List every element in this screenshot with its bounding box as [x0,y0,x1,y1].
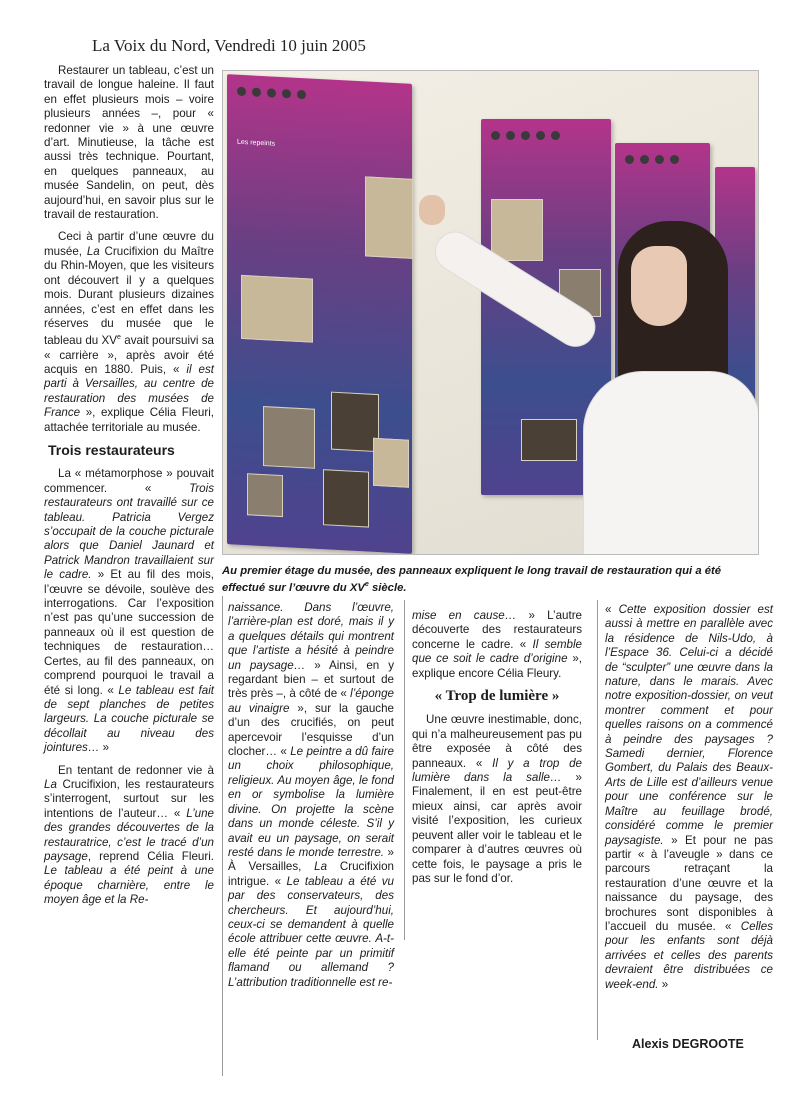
paragraph: En tentant de redonner vie à La Crucifixion, les restaurateurs s’interrogent, surtout sur les intentions de l’auteur… « L’une des grandes découvertes de la restauratrice, c’est le tracé d’un paysage, reprend Célia Fleuri. Le tableau a été peint à une époque charnière, entre le moyen âge et la Re- [44,763,214,907]
photo-caption: Au premier étage du musée, des panneaux expliquent le long travail de restauration qui a été effectué sur l’œuvre du XVe siècle. [222,565,722,594]
byline: Alexis DEGROOTE [632,1037,744,1051]
subheading-trois-restaurateurs: Trois restaurateurs [48,442,175,459]
paragraph: Ceci à partir d’une œuvre du musée, La Crucifixion du Maître du Rhin-Moyen, que les visiteurs ont découvert il y a quelques mois. Durant plusieurs dizaines années, c’est en effet dans les réserves du musée que le tableau du XVe avait poursuivi sa « carrière », après avoir été acquis en 1880. Puis, « il est parti à Versailles, au centre de restauration des musées de France », explique Célia Fleuri, attachée territoriale au musée. [44,230,215,434]
exhibition-photo [222,70,759,555]
column-divider [597,600,598,1040]
panel-title: Les repeints [237,138,276,148]
paragraph: Restaurer un tableau, c’est un travail de longue haleine. Il faut en effet plusieurs mois – voire plusieurs années –, pour « redonner vie » à une œuvre d’art. Minutieuse, la tâche est aussi très technique. Pourtant, en quelques panneaux, au musée Sandelin, on peut, dès aujourd’hui, en savoir plus sur le travail de restauration. [44,64,214,222]
paragraph: naissance. Dans l’œuvre, l’arrière-plan est doré, mais il y a quelques détails qui montrent que l’artiste a hésité à peindre un paysage… » Ainsi, en y regardant bien – et surtout de très près –, à côté de « l’éponge au vinaigre », sur la gauche d’un des crucifiés, on peut apercevoir l’esquisse d’un clocher… « Le peintre a dû faire un choix philosophique, religieux. Au moyen âge, le fond en or symbolise la lumière divine. On projette la scène dans un monde céleste. S’il y avait eu un paysage, on serait resté dans le monde terrestre. » À Versailles, La Crucifixion intrigue. « Le tableau a été vu par des conservateurs, des chercheurs. Et aujourd’hui, ceux-ci se demandent à quelle école attribuer cette œuvre. A-t-elle été peinte par un primitif flamand ou allemand ? L’attribution traditionnelle est re- [228,601,394,989]
article-column-1 [44,64,214,908]
paragraph: « Cette exposition dossier est aussi à mettre en parallèle avec la résidence de Nils-Udo, à l’Espace 36. Celui-ci a décidé de “sculpter” une œuvre dans la nature, dans le marais. Avec notre exposition-dossier, on veut montrer comment et pour quelles raisons on a commencé à peindre des paysages ? Samedi dernier, Florence Gombert, du Palais des Beaux-Arts de Lille est d’ailleurs venue pour une conférence sur le Maître au feuillage brodé, considéré comme le premier paysagiste. » Et pour ne pas partir « à l’aveugle » dans ce parcours retraçant la restauration d’une œuvre et la naissance du paysage, des brochures sont disponibles à l’accueil du musée. « Celles pour les enfants sont déjà arrivées et celles des parents devraient être distribuées ce week-end. » [605,603,774,991]
subheading-trop-de-lumiere: « Trop de lumière » [434,688,560,705]
article-column-4 [605,603,773,992]
column-divider [222,596,223,1076]
masthead: La Voix du Nord, Vendredi 10 juin 2005 [92,36,366,55]
paragraph: Une œuvre inestimable, donc, qui n’a malheureusement pas pu être exposée à côté des panneaux. « Il y a trop de lumière dans la salle… » Finalement, il en est peut-être mieux ainsi, car après avoir visité l’exposition, les curieux peuvent aller voir le tableau et le comparer à d’autres œuvres où cette fois, le paysage a pris le pas sur le fond d’or. [412,713,583,885]
column-divider [404,600,405,940]
article-column-2 [228,601,394,990]
exhibit-panel [227,74,412,554]
paragraph: La « métamorphose » pouvait commencer. « Trois restaurateurs ont travaillé sur ce tableau. Patricia Vergez s’occupait de la couche picturale alors que Daniel Jaunard et Patrick Mandron travaillaient sur le cadre. » Et au fil des mois, l’œuvre se dévoile, soulève des interrogations. Car l’exposition n’est pas qu’une succession de panneaux où il est question de techniques de restauration… Certes, au fil des panneaux, on comprend pourquoi le travail a été si long. « Le tableau est fait de sept planches de petites largeurs. La couche picturale se décollait au niveau des jointures… » [44,467,215,755]
paragraph: mise en cause… » L’autre découverte des restaurateurs concerne le cadre. « Il semble que ce soit le cadre d’origine », explique encore Célia Fleury. [412,609,583,680]
article-column-3 [412,609,582,886]
